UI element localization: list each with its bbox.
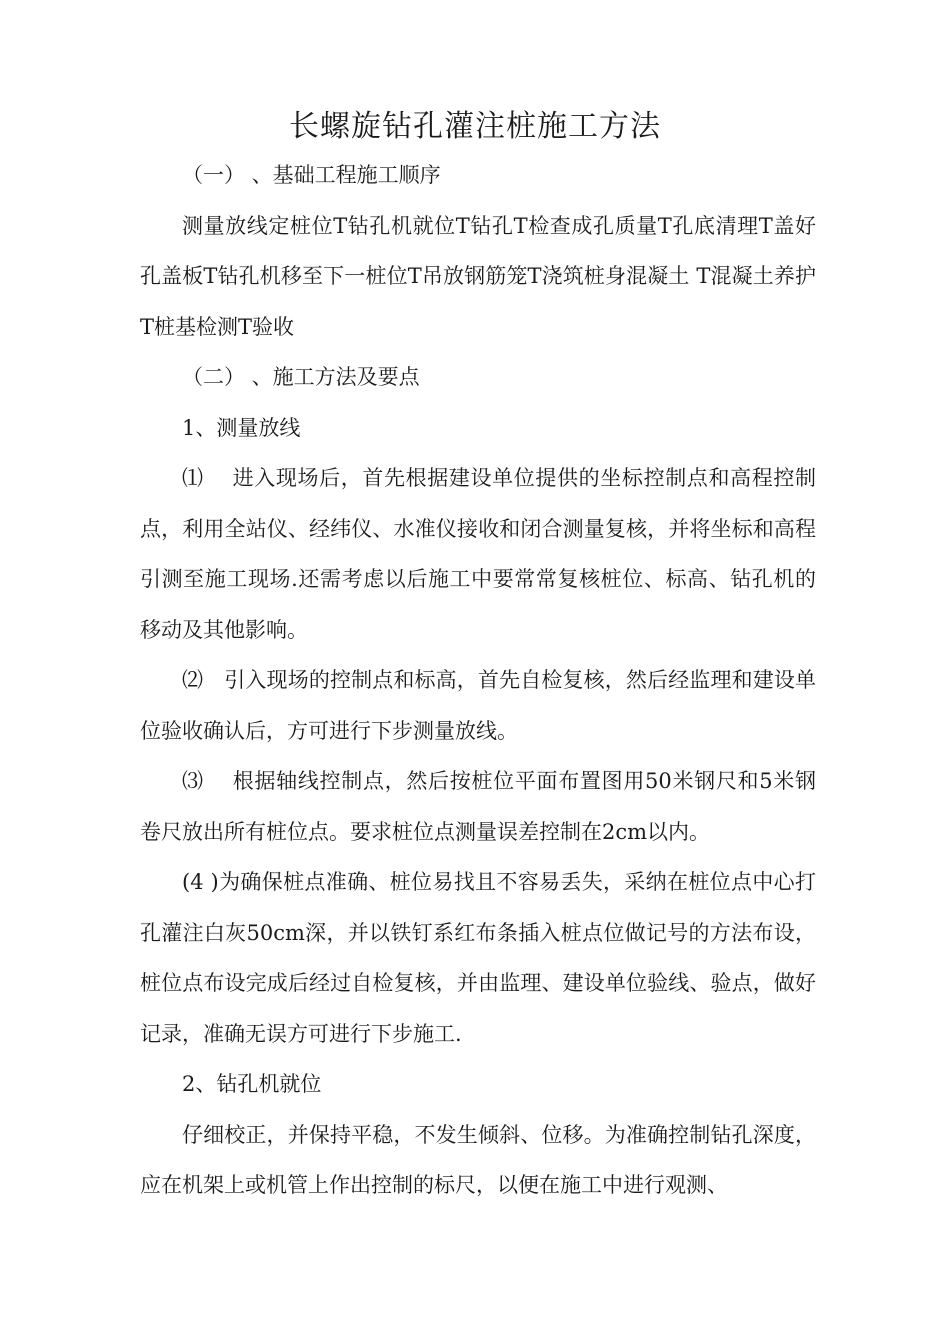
document-title: 长螺旋钻孔灌注桩施工方法: [289, 109, 661, 144]
paragraph-survey-3: ⑶ 根据轴线控制点，然后按桩位平面布置图用50米钢尺和5米钢卷尺放出所有桩位点。要求桩位点测量误差控制在2cm以内。: [140, 769, 816, 844]
paragraph-rig-positioning: 仔细校正，并保持平稳，不发生倾斜、位移。为准确控制钻孔深度，应在机架上或机管上作出控制的标尺，以便在施工中进行观测、: [140, 1122, 816, 1197]
paragraph-survey-4: (4 )为确保桩点准确、桩位易找且不容易丢失，采纳在桩位点中心打孔灌注白灰50cm深，并以铁钉系红布条插入桩点位做记号的方法布设，桩位点布设完成后经过自检复核，并由监理、建设单位验线、验点，做好记录，准确无误方可进行下步施工.: [140, 870, 816, 1046]
subheading-rig-positioning: 2、钻孔机就位: [182, 1072, 322, 1096]
paragraph-survey-1: ⑴ 进入现场后，首先根据建设单位提供的坐标控制点和高程控制点，利用全站仪、经纬仪、水准仪接收和闭合测量复核，并将坐标和高程引测至施工现场.还需考虑以后施工中要常常复核桩位、标高、钻孔机的移动及其他影响。: [140, 466, 816, 642]
document-body: [140, 150, 816, 1211]
section-heading-2: （二） 、施工方法及要点: [182, 365, 420, 389]
paragraph-survey-2: ⑵ 引入现场的控制点和标高，首先自检复核，然后经监理和建设单位验收确认后，方可进行下步测量放线。: [140, 668, 816, 743]
paragraph-construction-sequence: 测量放线定桩位T钻孔机就位T钻孔T检查成孔质量T孔底清理T盖好孔盖板T钻孔机移至下一桩位T吊放钢筋笼T浇筑桩身混凝土 T混凝土养护T桩基检测T验收: [140, 213, 816, 339]
subheading-survey: 1、测量放线: [182, 415, 301, 440]
section-heading-1: （一） 、基础工程施工顺序: [182, 163, 441, 187]
